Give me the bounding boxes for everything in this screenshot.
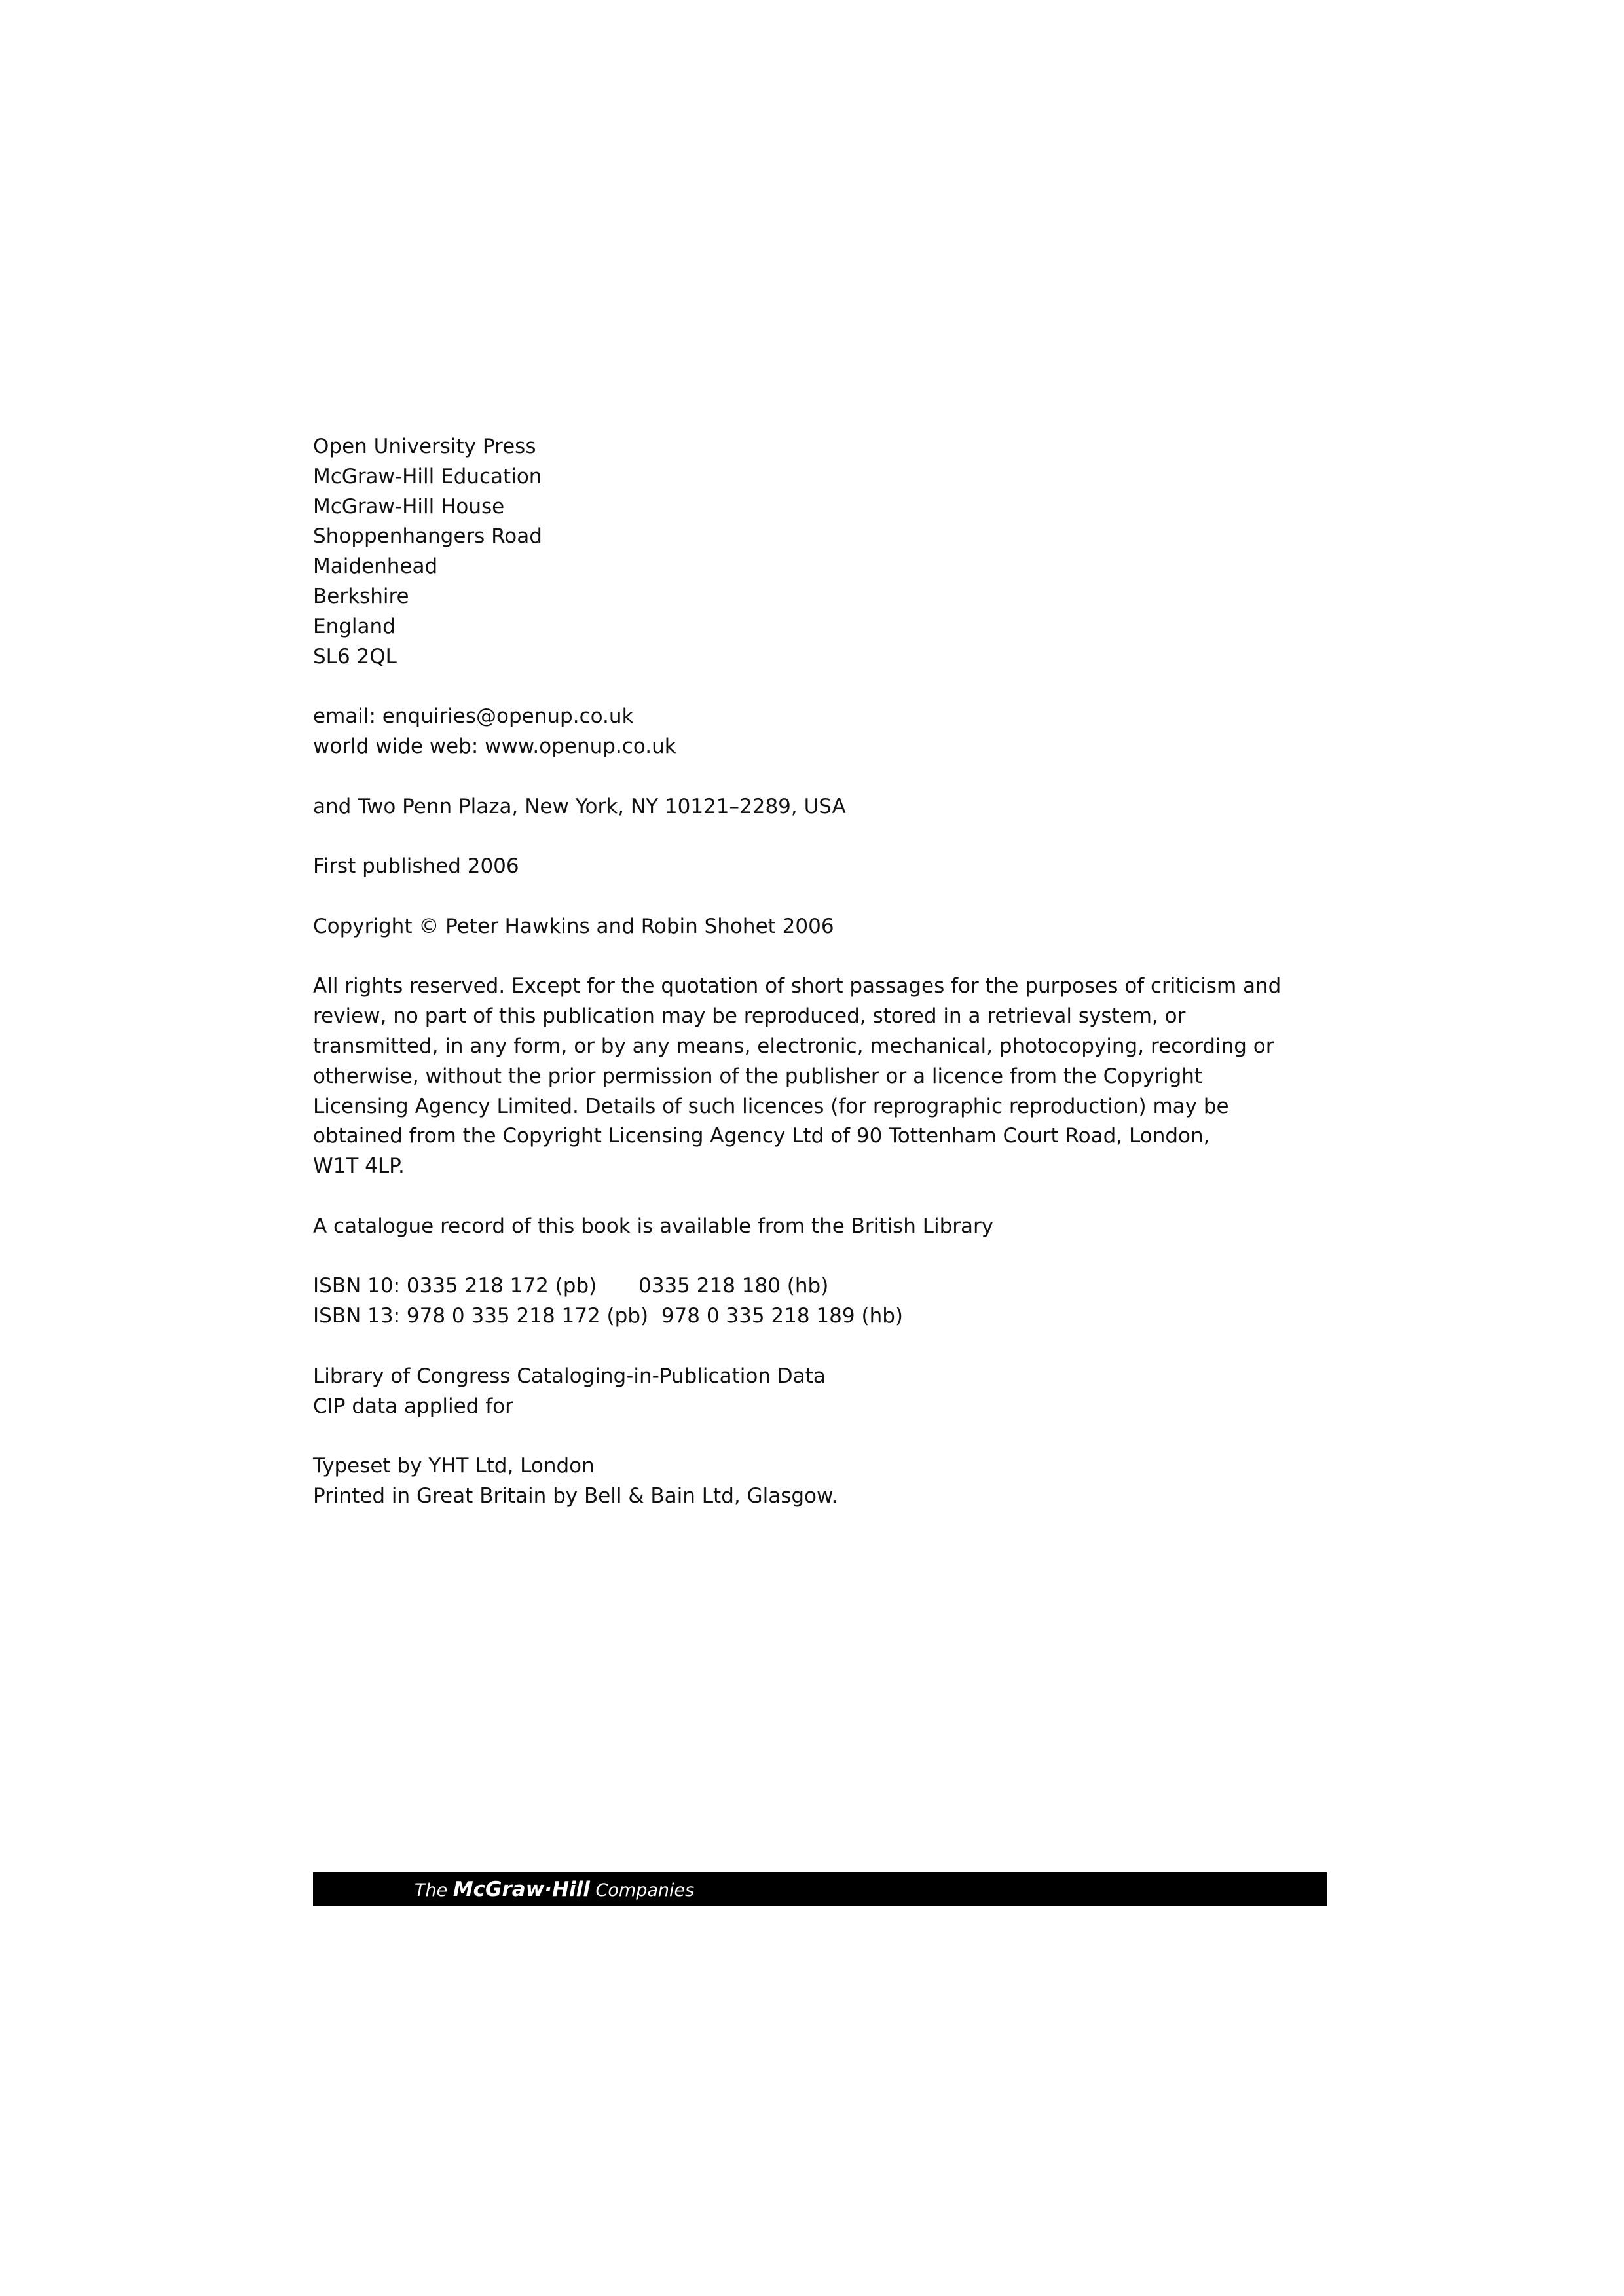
mcgraw-hill-logo — [415, 1878, 694, 1903]
address-line: England — [313, 614, 396, 638]
library-of-congress — [313, 1362, 1256, 1422]
address-line: Open University Press — [313, 435, 536, 458]
publisher-address — [313, 432, 1256, 672]
rights-line: All rights reserved. Except for the quotation of short passages for the purposes of criticism and — [313, 974, 1282, 998]
spacer — [313, 822, 1256, 852]
cip-line: CIP data applied for — [313, 1394, 513, 1418]
address-line: SL6 2QL — [313, 644, 397, 668]
publisher-logo-bar — [313, 1872, 1327, 1906]
isbn-13-pb: ISBN 13: 978 0 335 218 172 (pb) — [313, 1304, 649, 1328]
rights-line: W1T 4LP. — [313, 1154, 405, 1178]
us-address: and Two Penn Plaza, New York, NY 10121–2289, USA — [313, 794, 846, 818]
spacer — [313, 672, 1256, 702]
logo-brand: McGraw·Hill — [452, 1878, 590, 1901]
rights-paragraph — [313, 972, 1282, 1182]
spacer — [313, 762, 1256, 792]
copyright-line: Copyright © Peter Hawkins and Robin Shohet 2006 — [313, 914, 834, 938]
rights-line: review, no part of this publication may be reproduced, stored in a retrieval system, or — [313, 1004, 1186, 1029]
printed-line: Printed in Great Britain by Bell & Bain Ltd, Glasgow. — [313, 1484, 838, 1508]
typeset-line: Typeset by YHT Ltd, London — [313, 1454, 595, 1478]
spacer — [313, 1182, 1256, 1212]
address-line: McGraw-Hill House — [313, 494, 505, 519]
address-line: Berkshire — [313, 584, 409, 608]
address-line: Maidenhead — [313, 555, 438, 579]
rights-line: otherwise, without the prior permission of the publisher or a licence from the Copyright — [313, 1064, 1203, 1088]
address-line: Shoppenhangers Road — [313, 524, 542, 549]
spacer — [313, 1242, 1256, 1272]
isbn-10-pb: ISBN 10: 0335 218 172 (pb) — [313, 1274, 597, 1298]
isbn-13-row — [313, 1302, 1256, 1332]
rights-line: Licensing Agency Limited. Details of such licences (for reprographic reproduction) may be — [313, 1094, 1229, 1118]
spacer — [313, 1421, 1256, 1451]
isbn-block — [313, 1271, 1256, 1332]
spacer — [313, 882, 1256, 912]
rights-line: transmitted, in any form, or by any means, electronic, mechanical, photocopying, recording or — [313, 1034, 1274, 1058]
contact-info — [313, 702, 1256, 762]
imprint-page — [313, 432, 1282, 1512]
spacer — [313, 1332, 1256, 1362]
catalogue-record: A catalogue record of this book is available from the British Library — [313, 1214, 994, 1238]
email-line: email: enquiries@openup.co.uk — [313, 704, 634, 729]
production-credits — [313, 1451, 1256, 1512]
isbn-10-row — [313, 1271, 1256, 1302]
first-published: First published 2006 — [313, 854, 519, 879]
isbn-13-hb: 978 0 335 218 189 (hb) — [661, 1304, 903, 1328]
isbn-10-hb: 0335 218 180 (hb) — [638, 1274, 829, 1298]
logo-suffix: Companies — [595, 1880, 695, 1901]
address-line: McGraw-Hill Education — [313, 464, 542, 488]
spacer — [313, 942, 1256, 972]
web-line: world wide web: www.openup.co.uk — [313, 734, 676, 758]
loc-line: Library of Congress Cataloging-in-Publication Data — [313, 1364, 826, 1388]
rights-line: obtained from the Copyright Licensing Agency Ltd of 90 Tottenham Court Road, London, — [313, 1124, 1210, 1148]
logo-prefix: The — [415, 1880, 448, 1901]
